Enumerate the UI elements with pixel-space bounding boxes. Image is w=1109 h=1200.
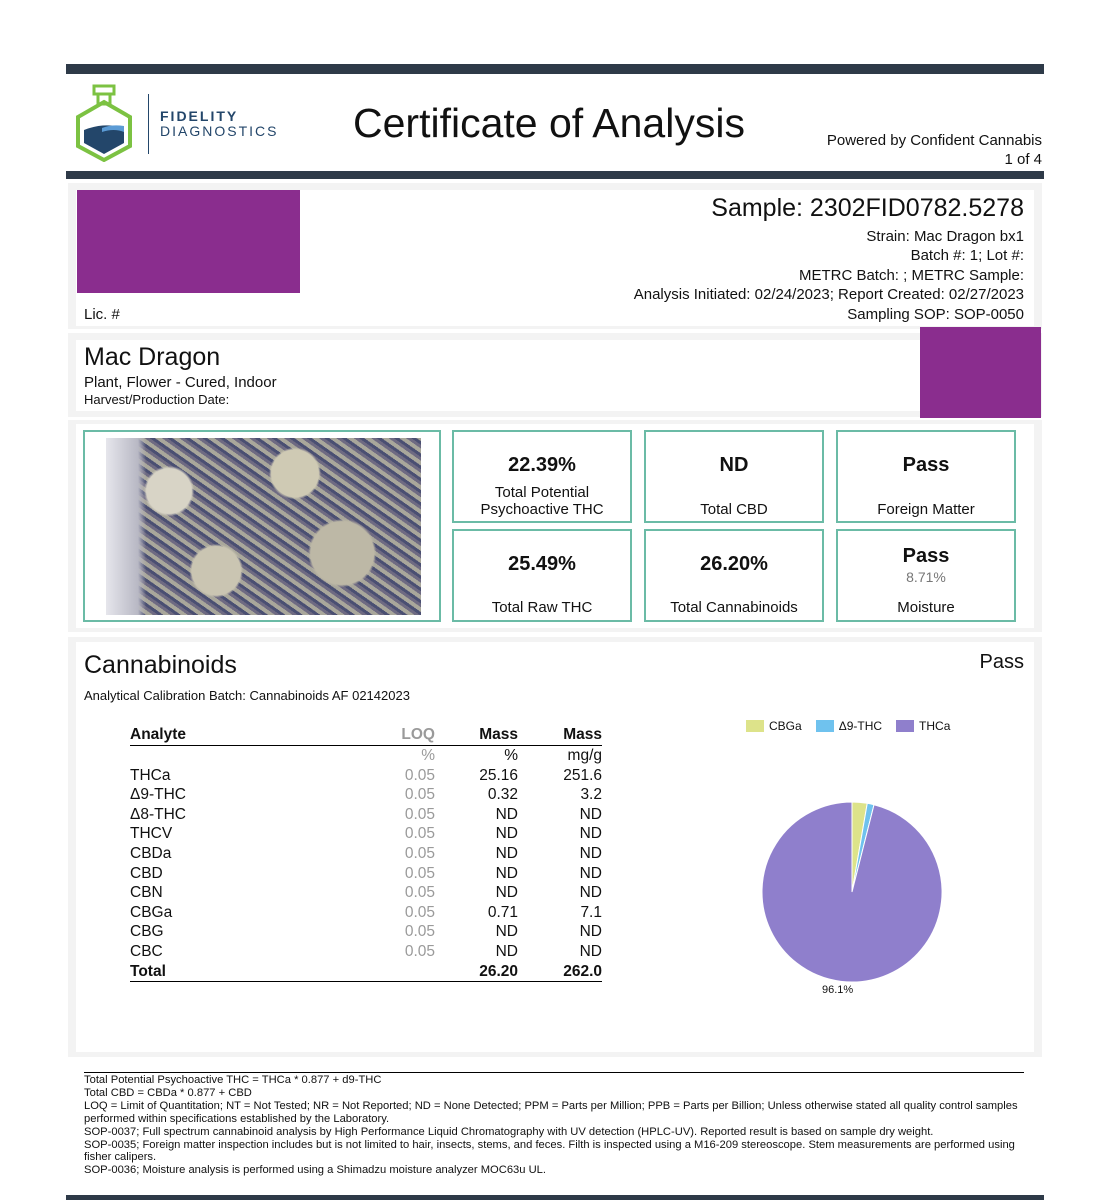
footnote-sop-0035: SOP-0035; Foreign matter inspection includes but is not limited to hair, insects, stems, and feces. Filth is inspected using a M16-209 stereoscope. Stem measurements are performed using fisher calipers. — [84, 1138, 1015, 1164]
cannabinoids-table — [130, 725, 602, 982]
total-cannabinoids-label: Total Cannabinoids — [670, 599, 798, 616]
total-raw-thc-label: Total Raw THC — [491, 599, 593, 616]
table-row — [130, 864, 602, 884]
unit-mass-pct: % — [504, 747, 518, 764]
mass-pct-value: ND — [495, 884, 518, 902]
table-row — [130, 922, 602, 942]
total-label: Total — [130, 962, 340, 982]
analyte-name: Δ8-THC — [130, 805, 186, 823]
mass-mg-value: ND — [579, 805, 602, 823]
header-bottom-bar — [66, 171, 1044, 179]
loq-value: 0.05 — [404, 805, 435, 823]
moisture-label: Moisture — [897, 599, 955, 616]
table-row — [130, 785, 602, 805]
mass-pct-value: 25.16 — [479, 766, 518, 784]
column-header-loq: LOQ — [340, 725, 435, 746]
table-row — [130, 903, 602, 923]
mass-mg-value: ND — [579, 864, 602, 882]
column-header-analyte: Analyte — [130, 725, 340, 746]
foreign-matter-label: Foreign Matter — [877, 501, 975, 518]
cannabinoids-heading: Cannabinoids — [84, 651, 237, 679]
mass-pct-value: ND — [495, 942, 518, 960]
mass-mg-value: 3.2 — [580, 786, 602, 804]
mass-pct-value: ND — [495, 844, 518, 862]
mass-pct-value: 0.32 — [487, 786, 518, 804]
mass-mg-value: ND — [579, 923, 602, 941]
loq-value: 0.05 — [404, 786, 435, 804]
total-cannabinoids-value: 26.20% — [700, 553, 768, 575]
table-row — [130, 824, 602, 844]
table-row — [130, 805, 602, 825]
cannabinoids-status: Pass — [979, 651, 1024, 673]
analyte-name: THCV — [130, 825, 173, 843]
table-header-row — [130, 725, 602, 746]
license-label: Lic. # — [84, 306, 120, 323]
loq-value: 0.05 — [404, 766, 435, 784]
unit-loq: % — [421, 747, 435, 764]
legend-item-thca — [896, 719, 950, 733]
total-cbd-value: ND — [719, 454, 749, 476]
analyte-name: Δ9-THC — [130, 786, 186, 804]
product-type: Plant, Flower - Cured, Indoor — [84, 374, 277, 391]
brand-logo — [72, 84, 136, 162]
footnote-sop-0036: SOP-0036; Moisture analysis is performed using a Shimadzu moisture analyzer MOC63u UL. — [84, 1164, 546, 1177]
unit-mass-mg: mg/g — [567, 747, 602, 764]
mass-mg-value: ND — [579, 942, 602, 960]
mass-pct-value: ND — [495, 923, 518, 941]
loq-value: 0.05 — [404, 942, 435, 960]
top-bar — [66, 64, 1044, 74]
brand-name-line1: FIDELITY — [160, 108, 239, 124]
footnote-abbreviations: LOQ = Limit of Quantitation; NT = Not Tested; NR = Not Reported; ND = None Detected; PPM = Parts per Million; PPB = Parts per Billion; Unless otherwise stated all quality control samples performed within specifications established by the Laboratory. — [84, 1099, 1018, 1125]
footnote-cbd-formula: Total CBD = CBDa * 0.877 + CBD — [84, 1086, 252, 1099]
analyte-name: THCa — [130, 766, 171, 784]
redacted-client-logo — [77, 190, 300, 293]
moisture-value: Pass — [902, 545, 950, 567]
flask-hexagon-icon — [72, 84, 136, 162]
legend-swatch — [896, 720, 914, 732]
footnote-thc-formula: Total Potential Psychoactive THC = THCa * 0.877 + d9-THC — [84, 1074, 382, 1086]
total-raw-thc-value: 25.49% — [508, 553, 576, 575]
strain-line: Strain: Mac Dragon bx1 — [866, 228, 1024, 245]
loq-value: 0.05 — [404, 825, 435, 843]
total-loq — [340, 962, 435, 982]
legend-item-d9thc — [816, 719, 882, 733]
table-row — [130, 942, 602, 962]
table-total-row — [130, 962, 602, 982]
card-total-raw-thc — [452, 529, 632, 622]
analyte-name: CBC — [130, 942, 163, 960]
document-title: Certificate of Analysis — [353, 100, 745, 146]
mass-mg-value: ND — [579, 884, 602, 902]
total-mass-mg: 262.0 — [518, 962, 602, 982]
mass-mg-value: ND — [579, 844, 602, 862]
card-total-cannabinoids — [644, 529, 824, 622]
loq-value: 0.05 — [404, 844, 435, 862]
product-name: Mac Dragon — [84, 343, 221, 371]
card-total-cbd — [644, 430, 824, 523]
foreign-matter-value: Pass — [902, 454, 950, 476]
calibration-batch: Analytical Calibration Batch: Cannabinoids AF 02142023 — [84, 688, 410, 703]
powered-by: Powered by Confident Cannabis — [826, 132, 1042, 149]
mass-mg-value: 251.6 — [563, 766, 602, 784]
mass-pct-value: 0.71 — [487, 903, 518, 921]
legend-item-cbga — [746, 719, 802, 733]
card-foreign-matter — [836, 430, 1016, 523]
footnotes — [84, 1072, 1024, 1177]
analyte-name: CBGa — [130, 903, 173, 921]
total-mass-pct: 26.20 — [435, 962, 518, 982]
sample-id: Sample: 2302FID0782.5278 — [711, 194, 1024, 222]
table-row — [130, 844, 602, 864]
mass-mg-value: 7.1 — [580, 903, 602, 921]
legend-label: Δ9-THC — [838, 719, 883, 733]
analyte-name: CBN — [130, 884, 163, 902]
table-row — [130, 883, 602, 903]
mass-pct-value: ND — [495, 805, 518, 823]
column-header-mass-pct: Mass — [435, 725, 518, 746]
analyte-name: CBD — [130, 864, 163, 882]
total-potential-thc-label-1: Total Potential — [494, 484, 590, 501]
analyte-name: CBG — [130, 923, 164, 941]
legend-swatch — [746, 720, 764, 732]
moisture-sub-value: 8.71% — [906, 569, 946, 585]
mass-pct-value: ND — [495, 825, 518, 843]
table-units-row — [130, 746, 602, 766]
mass-pct-value: ND — [495, 864, 518, 882]
dates-line: Analysis Initiated: 02/24/2023; Report Created: 02/27/2023 — [633, 286, 1024, 303]
harvest-date-label: Harvest/Production Date: — [84, 392, 230, 407]
cannabinoids-pie-chart — [740, 780, 970, 1010]
legend-label: THCa — [919, 719, 951, 733]
footnote-sop-0037: SOP-0037; Full spectrum cannabinoid analysis by High Performance Liquid Chromatography with UV detection (HPLC-UV). Reported result is based on sample dry weight. — [84, 1125, 934, 1138]
analyte-name: CBDa — [130, 844, 172, 862]
card-moisture — [836, 529, 1016, 622]
legend-swatch — [816, 720, 834, 732]
unit-analyte — [130, 746, 340, 766]
legend-label: CBGa — [769, 719, 802, 733]
batch-line: Batch #: 1; Lot #: — [910, 247, 1024, 264]
loq-value: 0.05 — [404, 923, 435, 941]
metrc-line: METRC Batch: ; METRC Sample: — [798, 267, 1024, 284]
column-header-mass-mg: Mass — [518, 725, 602, 746]
loq-value: 0.05 — [404, 903, 435, 921]
sop-line: Sampling SOP: SOP-0050 — [847, 306, 1024, 323]
total-potential-thc-value: 22.39% — [508, 454, 576, 476]
pie-legend — [746, 719, 950, 733]
sample-photo-frame — [83, 430, 441, 622]
loq-value: 0.05 — [404, 864, 435, 882]
brand-divider — [148, 94, 149, 154]
page-bottom-bar — [66, 1195, 1044, 1200]
sample-photo — [106, 438, 421, 615]
table-row — [130, 766, 602, 786]
loq-value: 0.05 — [404, 884, 435, 902]
brand-name-line2: DIAGNOSTICS — [160, 123, 279, 139]
card-total-potential-thc — [452, 430, 632, 523]
total-cbd-label: Total CBD — [700, 501, 768, 518]
redacted-qr-code — [920, 327, 1041, 418]
mass-mg-value: ND — [579, 825, 602, 843]
page-indicator: 1 of 4 — [1004, 151, 1042, 168]
pie-data-label-thca: 96.1% — [822, 984, 854, 996]
total-potential-thc-label-2: Psychoactive THC — [480, 501, 604, 518]
pie-slice-thca — [762, 802, 942, 982]
